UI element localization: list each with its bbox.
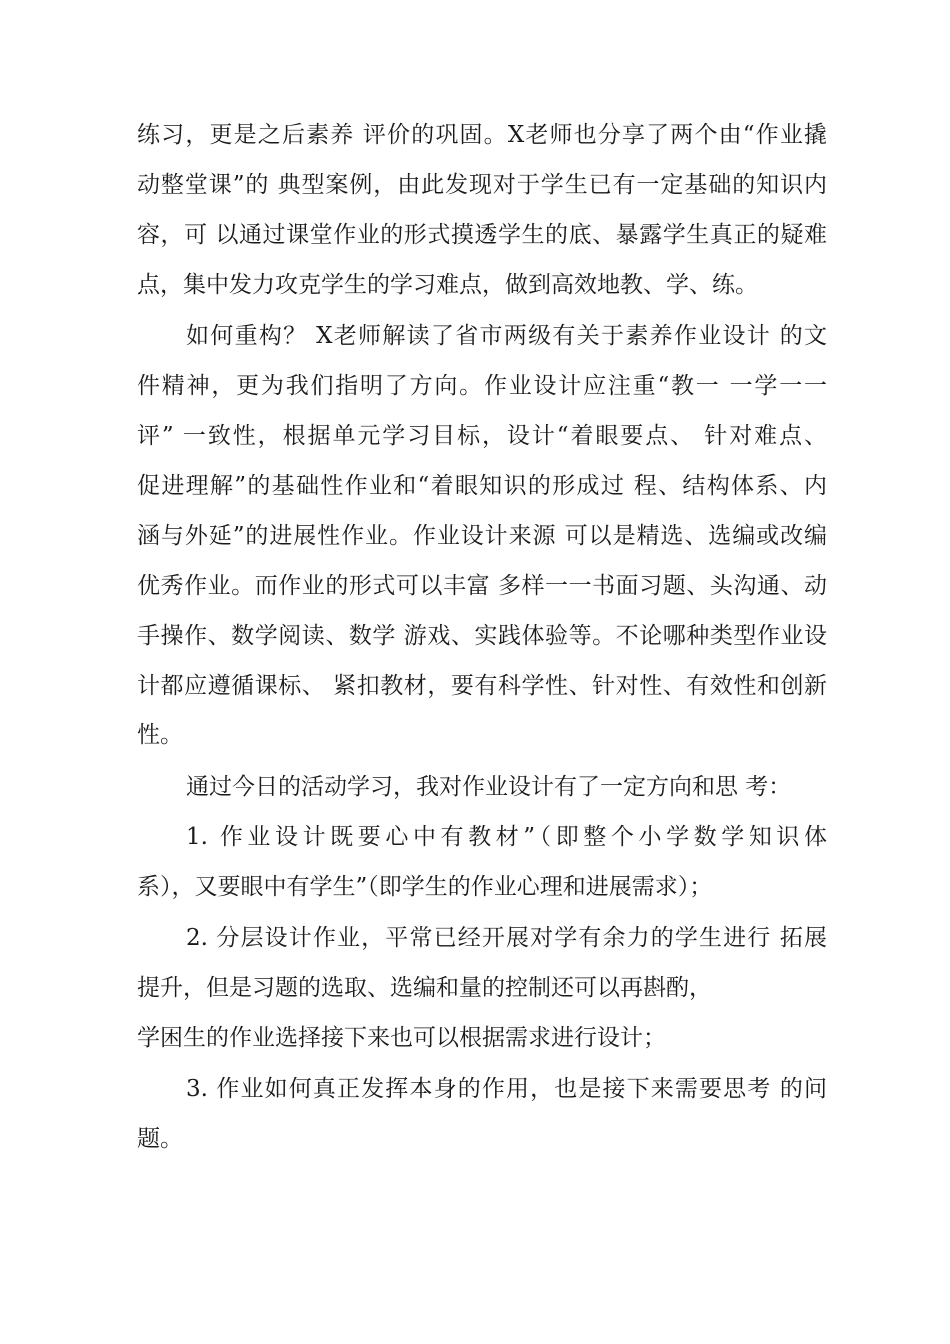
paragraph-2-line-2: 件精神，更为我们指明了方向。作业设计应注重“教一 一学一一 [137,373,827,399]
paragraph-1-line-2: 动整堂课”的 典型案例，由此发现对于学生已有一定基础的知识内 [137,172,827,198]
paragraph-2-line-1: 如何重构？ X老师解读了省市两级有关于素养作业设计 的文 [186,323,827,349]
paragraph-1-line-1: 练习，更是之后素养 评价的巩固。X老师也分享了两个由“作业撬 [137,122,827,148]
paragraph-1-line-3: 容，可 以通过课堂作业的形式摸透学生的底、暴露学生真正的疑难 [137,222,827,248]
paragraph-2-line-6: 优秀作业。而作业的形式可以丰富 多样一一书面习题、头沟通、动 [137,573,827,599]
paragraph-2-line-9: 性。 [137,722,183,748]
paragraph-2-line-4: 促进理解”的基础性作业和“着眼知识的形成过 程、结构体系、内 [137,473,827,499]
list-item-3-line-2: 题。 [137,1126,183,1152]
list-item-1-line-1: 1. 作业设计既要心中有教材”（即整个小学数学知识体 [186,824,827,850]
list-item-3-line-1: 3. 作业如何真正发挥本身的作用，也是接下来需要思考 的问 [186,1076,827,1102]
paragraph-1-line-4: 点，集中发力攻克学生的学习难点，做到高效地教、学、练。 [137,272,758,298]
paragraph-3-line-1: 通过今日的活动学习，我对作业设计有了一定方向和思 考： [186,774,792,800]
paragraph-2-line-7: 手操作、数学阅读、数学 游戏、实践体验等。不论哪种类型作业设 [137,623,827,649]
list-item-2-line-2: 提升，但是习题的选取、选编和量的控制还可以再斟酌， [137,975,712,1001]
list-item-2-line-1: 2. 分层设计作业，平常已经开展对学有余力的学生进行 拓展 [186,925,827,951]
paragraph-2-line-3: 评” 一致性，根据单元学习目标，设计“着眼要点、 针对难点、 [137,423,827,449]
list-item-1-line-2: 系），又要眼中有学生”（即学生的作业心理和进展需求）； [137,874,713,900]
list-item-2-line-3: 学困生的作业选择接下来也可以根据需求进行设计； [137,1025,666,1051]
paragraph-2-line-5: 涵与外延”的进展性作业。作业设计来源 可以是精选、选编或改编 [137,523,827,549]
paragraph-2-line-8: 计都应遵循课标、 紧扣教材，要有科学性、针对性、有效性和创新 [137,673,827,699]
